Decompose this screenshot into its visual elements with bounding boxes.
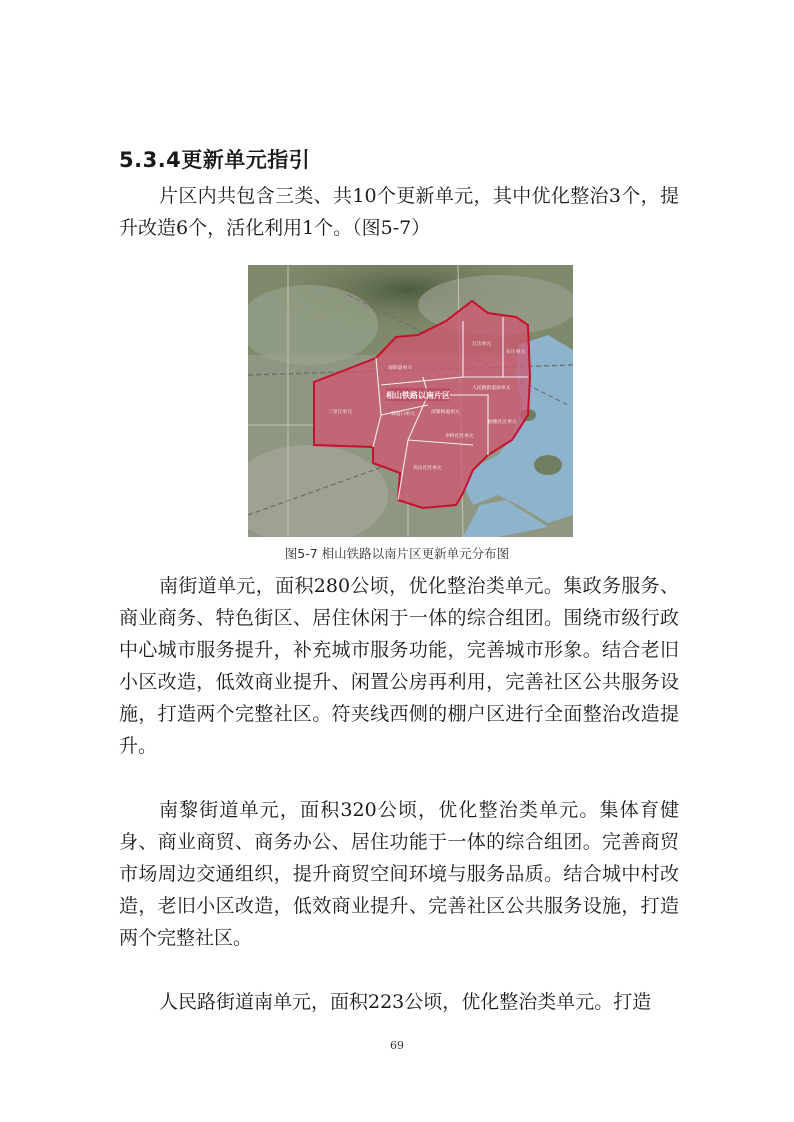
page-number: 69 xyxy=(390,1039,404,1052)
map-label-unit: 南黎街道单元 xyxy=(431,410,460,415)
body-paragraph: 南街道单元，面积280公顷，优化整治类单元。集政务服务、商业商务、特色街区、居住休闲于一体的综合组团。围绕市级行政中心城市服务提升，补充城市服务功能，完善城市形象。结合老旧小区改造，低效商业提升、闲置公房再利用，完善社区公共服务设施，打造两个完整社区。符夹线西侧的棚户区进行全面整治改造提升。 xyxy=(119,575,679,757)
map-label-unit: 三里庄单元 xyxy=(328,410,352,415)
map-label-unit: 东庄单元 xyxy=(506,350,526,355)
body-paragraph: 南黎街道单元，面积320公顷，优化整治类单元。集体育健身、商业商贸、商务办公、居住功能于一体的综合组团。完善商贸市场周边交通组织，提升商贸空间环境与服务品质。结合城中村改造，老旧小区改造，低效商业提升、完善社区公共服务设施，打造两个完整社区。 xyxy=(119,799,679,949)
body-paragraph: 人民路街道南单元，面积223公顷，优化整治类单元。打造 xyxy=(159,991,652,1013)
map-label-unit: 曲塘社区单元 xyxy=(488,420,517,425)
intro-paragraph: 片区内共包含三类、共10个更新单元，其中优化整治3个，提升改造6个，活化利用1个。（图5-7） xyxy=(119,185,679,239)
figure-caption: 图5-7 相山铁路以南片区更新单元分布图 xyxy=(284,546,510,561)
map-label-unit: 人民路街道南单元 xyxy=(472,386,511,391)
map-label-unit: 高岳社区单元 xyxy=(413,466,442,471)
map-area-label: 相山铁路以南片区 xyxy=(386,391,450,400)
map-label-unit: 南街道单元 xyxy=(388,366,412,371)
map-label-unit: 万达单元 xyxy=(472,342,492,347)
map-label-unit: 韩道口单元 xyxy=(391,412,415,417)
map-label-unit: 李桥社区单元 xyxy=(445,434,474,439)
section-heading: 5.3.4更新单元指引 xyxy=(119,148,311,172)
unit-distribution-map xyxy=(248,265,573,537)
